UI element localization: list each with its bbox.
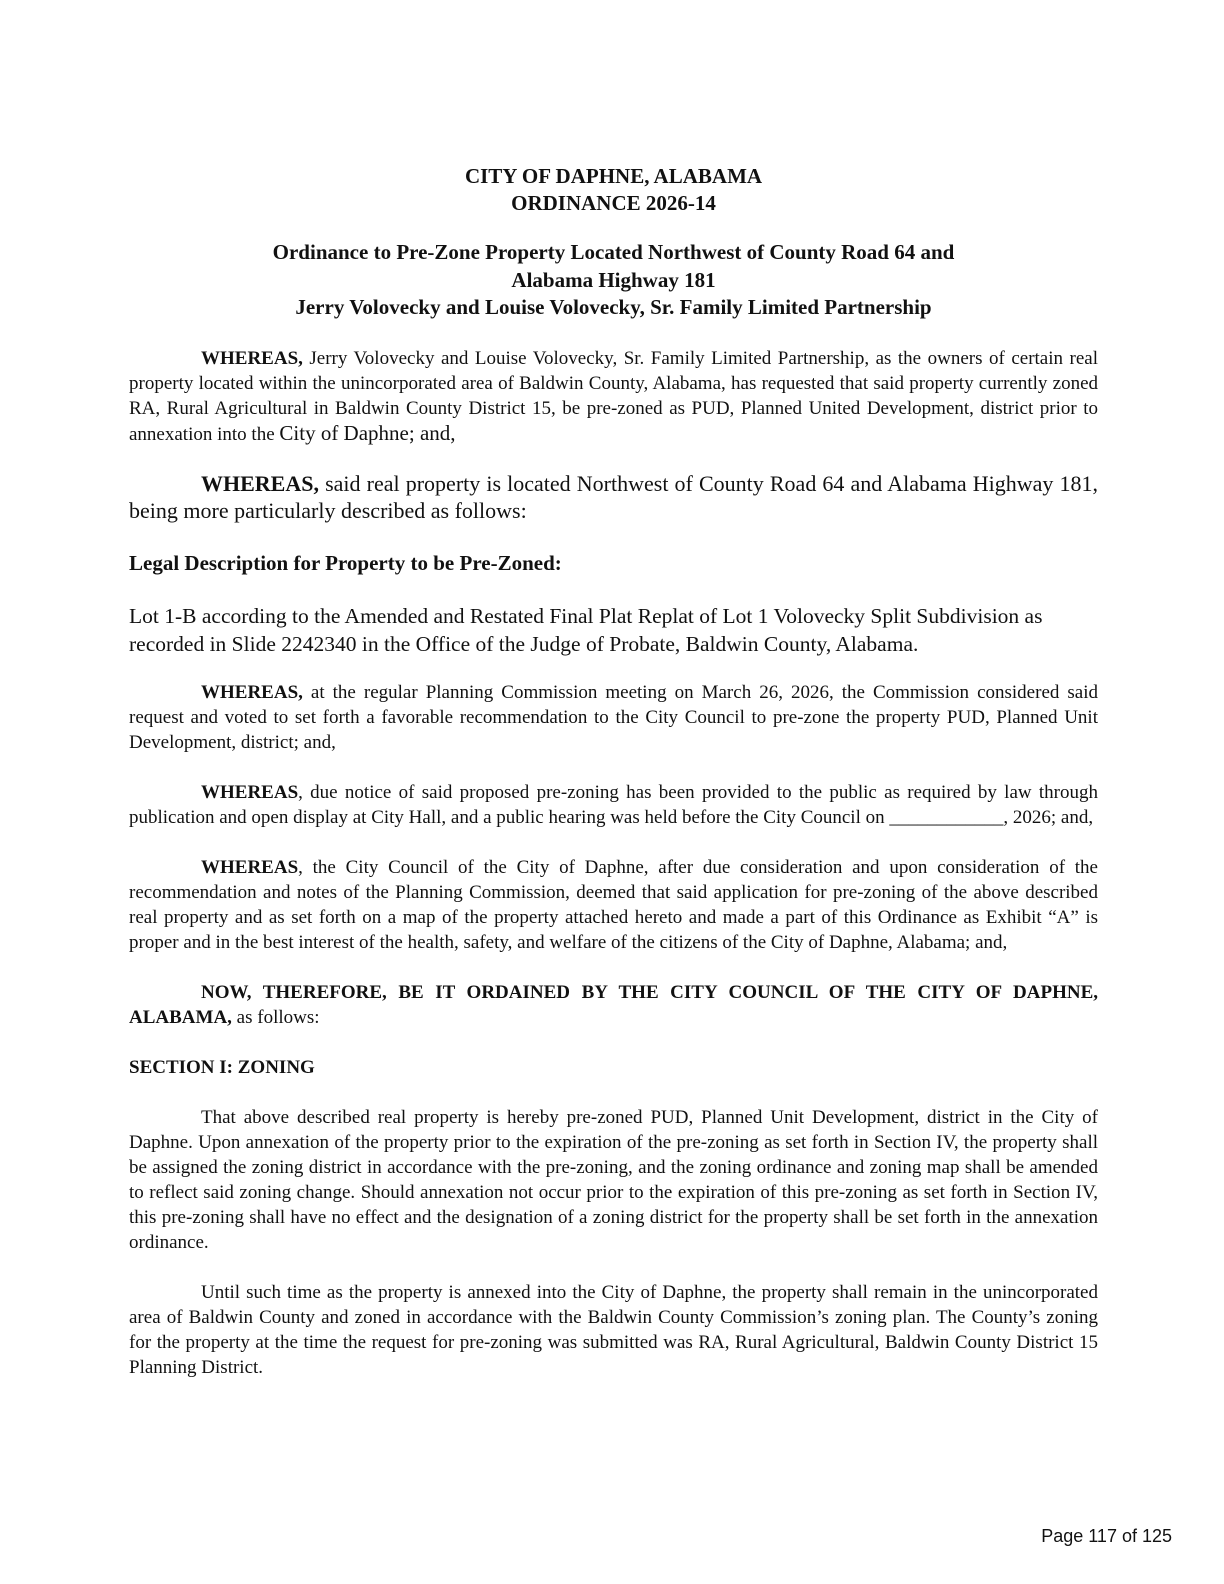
page-number: Page 117 of 125 <box>1041 1526 1172 1546</box>
whereas-text: at the regular Planning Commission meeting on March 26, 2026, the Commission considered said request and voted to set forth a favorable recommendation to the City Council to pre-zone the property PUD, Planned Unit Development, district; and, <box>129 681 1098 753</box>
ordinance-number: ORDINANCE 2026-14 <box>511 191 716 215</box>
whereas-label: WHEREAS, <box>201 470 319 496</box>
whereas-paragraph-public-notice <box>129 780 1098 830</box>
ordained-text: as follows: <box>231 1006 320 1028</box>
document-page <box>129 163 1098 1380</box>
ordained-paragraph <box>129 980 1098 1030</box>
ordinance-title-line2: Alabama Highway 181 <box>511 267 716 292</box>
whereas-text: Jerry Volovecky and Louise Volovecky, Sr. Family Limited Partnership, as the owners of certain real property located within the unincorporated area of Baldwin County, Alabama, has requested that said property currently zoned RA, Rural Agricultural in Baldwin County District 15, be pre-zoned as PUD, Planned United Development, district prior to annexation into the <box>129 347 1098 445</box>
ordinance-title-line3: Jerry Volovecky and Louise Volovecky, Sr. Family Limited Partnership <box>295 295 932 319</box>
whereas-text: said real property is located Northwest of County Road 64 and Alabama Highway 181, being more particularly described as follows: <box>129 470 1098 523</box>
ordinance-title <box>129 239 1098 322</box>
whereas-text: , due notice of said proposed pre-zoning has been provided to the public as required by law through publication and open display at City Hall, and a public hearing was held before the City Council on ____________, 2026; and, <box>129 781 1098 828</box>
whereas-tail: ; and, <box>408 420 456 445</box>
section-1-title: SECTION I: ZONING <box>129 1056 315 1078</box>
ordinance-title-line1: Ordinance to Pre-Zone Property Located Northwest of County Road 64 and <box>272 240 955 264</box>
whereas-paragraph-location <box>129 470 1098 524</box>
ordained-label: NOW, THEREFORE, BE IT ORDAINED BY THE CITY COUNCIL OF THE CITY OF DAPHNE, ALABAMA, <box>129 981 1098 1028</box>
whereas-label: WHEREAS <box>201 856 299 878</box>
legal-description-text: Lot 1-B according to the Amended and Restated Final Plat Replat of Lot 1 Volovecky Split Subdivision as recorded in Slide 2242340 in the Office of the Judge of Probate, Baldwin County, Alabama. <box>129 603 1043 656</box>
section-1-paragraph-1: That above described real property is hereby pre-zoned PUD, Planned Unit Development, district in the City of Daphne. Upon annexation of the property prior to the expiration of the pre-zoning as set forth in Section IV, the property shall be assigned the zoning district in accordance with the pre-zoning, and the zoning ordinance and zoning map shall be amended to reflect said zoning change. Should annexation not occur prior to the expiration of this pre-zoning as set forth in Section IV, this pre-zoning shall have no effect and the designation of a zoning district for the property shall be set forth in the annexation ordinance. <box>129 1106 1098 1253</box>
whereas-label: WHEREAS, <box>201 681 303 703</box>
whereas-paragraph-planning-commission <box>129 680 1098 755</box>
city-name-text: City of Daphne <box>279 420 409 445</box>
legal-description-title: Legal Description for Property to be Pre-Zoned: <box>129 550 562 575</box>
whereas-text: , the City Council of the City of Daphne, after due consideration and upon consideration of the recommendation and notes of the Planning Commission, deemed that said application for pre-zoning of the above described real property and as set forth on a map of the property attached hereto and made a part of this Ordinance as Exhibit “A” is proper and in the best interest of the health, safety, and welfare of the citizens of the City of Daphne, Alabama; and, <box>129 856 1098 953</box>
section-1-paragraph-2: Until such time as the property is annexed into the City of Daphne, the property shall remain in the unincorporated area of Baldwin County and zoned in accordance with the Baldwin County Commission’s zoning plan. The County’s zoning for the property at the time the request for pre-zoning was submitted was RA, Rural Agricultural, Baldwin County District 15 Planning District. <box>129 1281 1098 1378</box>
whereas-label: WHEREAS, <box>201 347 303 369</box>
whereas-paragraph-council <box>129 855 1098 955</box>
city-heading: CITY OF DAPHNE, ALABAMA <box>464 164 763 188</box>
whereas-label: WHEREAS <box>201 781 299 803</box>
whereas-paragraph-owners <box>129 346 1098 447</box>
